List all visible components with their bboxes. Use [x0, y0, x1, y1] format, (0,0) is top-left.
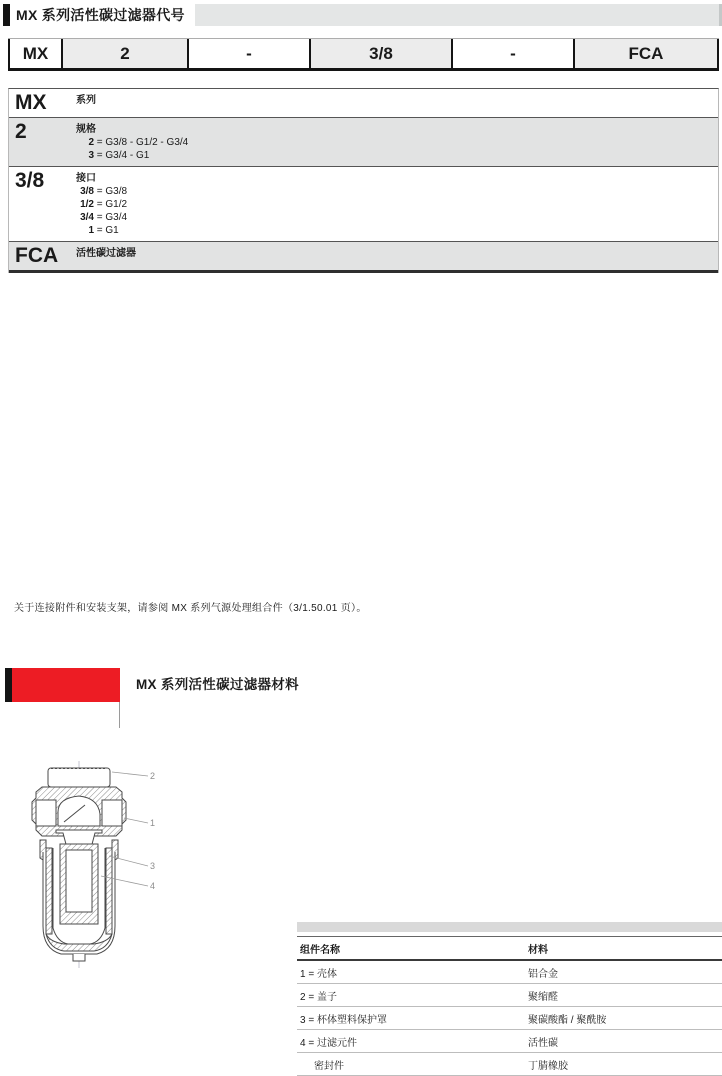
- option-key: 2: [88, 137, 94, 148]
- materials-header-component: 组件名称: [300, 945, 340, 956]
- materials-row: [297, 1030, 722, 1053]
- callout-4: 4: [150, 881, 156, 891]
- reference-note: 关于连接附件和安装支架，请参阅 MX 系列气源处理组合件（3/1.50.01 页）。: [14, 603, 367, 614]
- option-key: 3/4: [80, 212, 94, 223]
- option-key: 3/8: [80, 186, 94, 197]
- callout-1: 1: [150, 818, 156, 828]
- legend-row-3/8: [9, 167, 718, 242]
- materials-section-title: MX 系列活性碳过滤器材料: [136, 677, 299, 692]
- order-code-cell-3/8: 3/8: [309, 39, 451, 68]
- legend-body-3/8: [76, 170, 127, 237]
- legend-label: 规格: [76, 124, 96, 135]
- code-legend-table: [8, 88, 719, 273]
- legend-option: [76, 149, 188, 162]
- component-name: 4 = 过滤元件: [300, 1038, 357, 1049]
- banner-tick-line: [119, 702, 120, 728]
- legend-label: 接口: [76, 173, 96, 184]
- callout-2: 2: [150, 771, 156, 781]
- legend-option: [76, 211, 127, 224]
- order-code-row: [8, 38, 719, 71]
- option-key: 1: [88, 225, 94, 236]
- option-value: G3/8: [105, 186, 128, 197]
- order-code-cell-FCA: FCA: [573, 39, 719, 68]
- header-gray-band: [195, 4, 722, 26]
- material-name: 铝合金: [528, 969, 558, 980]
- material-name: 聚碳酸酯 / 聚酰胺: [528, 1015, 607, 1026]
- legend-body-2: [76, 121, 188, 162]
- legend-body-MX: [76, 92, 96, 113]
- materials-table-topbar: [297, 922, 722, 932]
- order-code-cell--: -: [187, 39, 309, 68]
- material-name: 丁腈橡胶: [528, 1061, 568, 1072]
- materials-table: [297, 922, 722, 1076]
- option-key: 3: [88, 150, 94, 161]
- order-code-cell-2: 2: [61, 39, 187, 68]
- component-name: 密封件: [314, 1061, 344, 1072]
- option-equals: =: [94, 225, 106, 236]
- page-title: MX 系列活性碳过滤器代号: [16, 7, 185, 23]
- materials-row: [297, 984, 722, 1007]
- component-name: 3 = 杯体塑料保护罩: [300, 1015, 387, 1026]
- materials-row: [297, 961, 722, 984]
- legend-label: 系列: [76, 95, 96, 106]
- option-value: G3/8 - G1/2 - G3/4: [105, 137, 189, 148]
- option-value: G1/2: [105, 199, 128, 210]
- section-accent-bar: [3, 4, 10, 26]
- cap-shape: [48, 768, 110, 787]
- option-equals: =: [94, 137, 106, 148]
- materials-table-header: [297, 936, 722, 961]
- option-value: G3/4: [105, 212, 128, 223]
- component-name: 2 = 盖子: [300, 992, 337, 1003]
- red-banner: [5, 668, 120, 702]
- materials-header-material: 材料: [528, 945, 548, 956]
- materials-row: [297, 1007, 722, 1030]
- legend-row-2: [9, 118, 718, 167]
- legend-row-MX: [9, 89, 718, 118]
- legend-code-2: 2: [15, 120, 27, 143]
- order-code-cell-MX: MX: [8, 39, 61, 68]
- option-equals: =: [94, 186, 106, 197]
- section-header-code: [3, 4, 722, 26]
- legend-option: [76, 136, 188, 149]
- option-equals: =: [94, 199, 106, 210]
- filter-cross-section-drawing: [12, 756, 177, 974]
- legend-option: [76, 198, 127, 211]
- material-name: 聚缩醛: [528, 992, 558, 1003]
- legend-code-MX: MX: [15, 91, 47, 114]
- order-code-cell--: -: [451, 39, 573, 68]
- material-name: 活性碳: [528, 1038, 558, 1049]
- component-name: 1 = 壳体: [300, 969, 337, 980]
- legend-option: [76, 224, 127, 237]
- callout-3: 3: [150, 861, 156, 871]
- legend-label: 活性碳过滤器: [76, 248, 136, 259]
- legend-body-FCA: [76, 245, 136, 266]
- option-equals: =: [94, 212, 106, 223]
- legend-code-3/8: 3/8: [15, 169, 45, 192]
- option-equals: =: [94, 150, 106, 161]
- legend-row-FCA: [9, 242, 718, 273]
- option-value: G3/4 - G1: [105, 150, 150, 161]
- legend-code-FCA: FCA: [15, 244, 59, 267]
- materials-table-body: [297, 961, 722, 1076]
- legend-option: [76, 185, 127, 198]
- option-key: 1/2: [80, 199, 94, 210]
- option-value: G1: [105, 225, 119, 236]
